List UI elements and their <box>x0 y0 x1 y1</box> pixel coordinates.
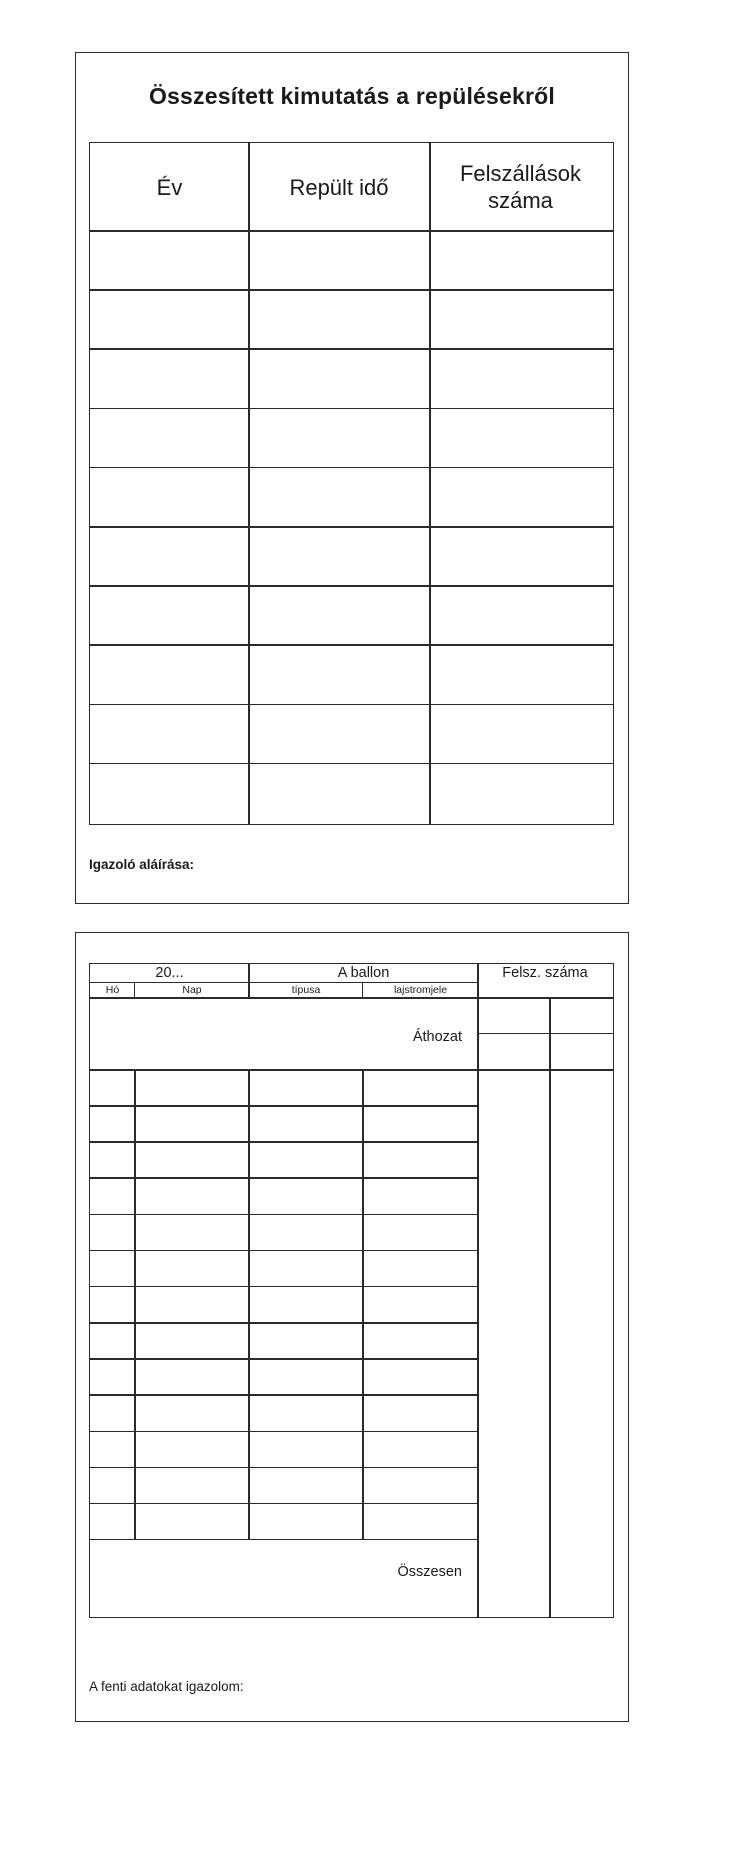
table-row <box>90 1358 478 1360</box>
table-row <box>90 644 613 646</box>
table-row <box>90 230 613 232</box>
total-label: Összesen <box>397 1564 462 1580</box>
summary-form-title: Összesített kimutatás a repülésekről <box>148 83 556 109</box>
table-row <box>90 408 613 410</box>
table-row <box>90 1539 478 1541</box>
table-row <box>90 1286 478 1288</box>
column-divider <box>549 997 551 1617</box>
column-header-year: Év <box>156 174 183 200</box>
certifier-signature-label: Igazoló aláírása: <box>89 857 195 872</box>
balloon-registration-header: lajstromjele <box>393 984 448 996</box>
summary-form <box>75 52 629 904</box>
carry-over-label: Áthozat <box>412 1029 462 1045</box>
column-divider <box>429 143 431 824</box>
row-divider <box>90 1069 613 1071</box>
table-row <box>90 1177 478 1179</box>
table-row <box>90 1214 478 1216</box>
table-row <box>90 348 613 350</box>
day-header: Nap <box>182 984 202 996</box>
table-row <box>90 1105 478 1107</box>
table-row <box>90 1431 478 1433</box>
table-row <box>90 289 613 291</box>
column-divider <box>248 143 250 824</box>
header-divider <box>90 982 478 983</box>
header-divider <box>90 997 613 999</box>
carry-over-divider <box>478 1033 613 1034</box>
table-row <box>90 1141 478 1143</box>
column-divider <box>362 983 363 998</box>
table-row <box>90 1467 478 1469</box>
column-header-takeoffs: Felszállások száma <box>459 161 582 213</box>
column-header-flight-time: Repült idő <box>289 174 389 200</box>
table-row <box>90 585 613 587</box>
flight-log-form <box>75 932 629 1722</box>
column-divider <box>134 1069 136 1539</box>
year-header: 20... <box>155 965 184 981</box>
balloon-header: A ballon <box>337 965 390 981</box>
table-row <box>90 1322 478 1324</box>
month-header: Hó <box>105 984 120 996</box>
summary-table <box>89 142 614 825</box>
table-row <box>90 467 613 469</box>
table-row <box>90 1250 478 1252</box>
flight-log-table <box>89 963 614 1618</box>
table-row <box>90 704 613 706</box>
certification-label: A fenti adatokat igazolom: <box>89 1679 244 1694</box>
column-divider <box>362 1069 364 1539</box>
table-row <box>90 763 613 765</box>
table-row <box>90 1503 478 1505</box>
balloon-type-header: típusa <box>291 984 321 996</box>
takeoff-count-header: Felsz. száma <box>502 965 588 981</box>
table-row <box>90 1394 478 1396</box>
column-divider <box>477 964 479 1617</box>
table-row <box>90 526 613 528</box>
column-divider <box>248 964 250 998</box>
column-divider <box>248 1069 250 1539</box>
column-divider <box>134 983 135 998</box>
